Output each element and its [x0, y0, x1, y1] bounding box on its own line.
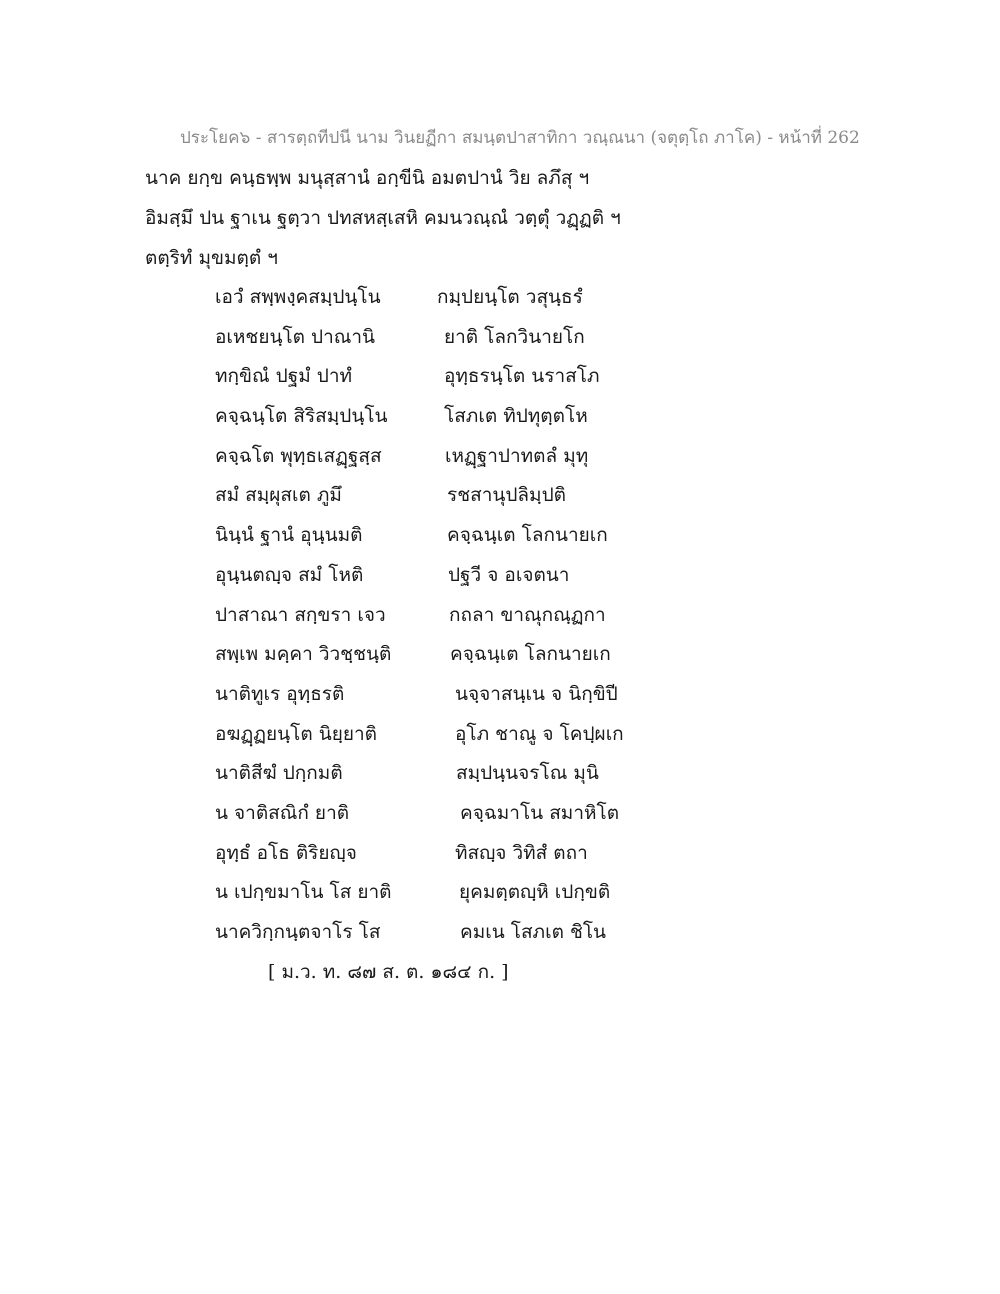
- verse-left-line: อุนฺนตญฺจ สมํ โหติ: [215, 563, 364, 586]
- intro-line: นาค ยกฺข คนฺธพฺพ มนุสฺสานํ อกฺขีนิ อมตปานํ วิย ลภึสุ ฯ: [145, 167, 590, 189]
- verse-row: [215, 480, 735, 520]
- verse-left-line: เอวํ สพฺพงฺคสมฺปนฺโน: [215, 286, 381, 308]
- verse-row: [215, 322, 735, 362]
- verse-row: [215, 877, 735, 917]
- verse-row: [215, 441, 735, 481]
- verse-left-line: นาติทูเร อุทฺธรติ: [215, 682, 345, 705]
- verse-right-line: คมเน โสภเต ชิโน: [460, 921, 607, 943]
- page-header: ประโยค๖ - สารตฺถทีปนี นาม วินยฏีกา สมนฺตปาสาทิกา วณฺณนา (จตุตฺโถ ภาโค) - หน้าที่ 262: [180, 128, 860, 148]
- verse-left-line: น จาติสณิกํ ยาติ: [215, 801, 350, 824]
- verse-left-line: นาติสีฆํ ปกฺกมติ: [215, 762, 343, 785]
- verse-left-line: อเหชยนฺโต ปาณานิ: [215, 325, 376, 348]
- verse-row: [215, 719, 735, 759]
- verse-right-line: รชสานุปลิมฺปติ: [447, 484, 566, 507]
- verse-left-line: น เปกฺขมาโน โส ยาติ: [215, 881, 392, 904]
- verse-right-line: ทิสญฺจ วิทิสํ ตถา: [455, 841, 588, 864]
- verse-left-line: ปาสาณา สกฺขรา เจว: [215, 603, 386, 626]
- verse-left-line: สพฺเพ มคฺคา วิวชฺชนฺติ: [215, 643, 392, 666]
- verse-right-line: อุโภ ชาณู จ โคปฺผเก: [455, 722, 624, 745]
- verse-right-line: ยุคมตฺตญฺหิ เปกฺขติ: [459, 881, 611, 904]
- verse-left-line: สมํ สมฺผุสเต ภูมึ: [215, 484, 342, 507]
- verse-left-line: คจฺฉนฺโต สิริสมฺปนฺโน: [215, 405, 388, 428]
- verse-row: [215, 401, 735, 441]
- verse-row: [215, 520, 735, 560]
- verse-row: [215, 282, 735, 322]
- verse-right-line: ยาติ โลกวินายโก: [444, 325, 585, 348]
- verse-right-line: สมฺปนฺนจรโณ มุนิ: [456, 762, 599, 785]
- verse-left-line: นินฺนํ ฐานํ อุนฺนมติ: [215, 524, 363, 547]
- verse-right-line: เหฏฺฐาปาทตลํ มุทุ: [445, 444, 589, 467]
- verse-right-line: คจฺฉนฺเต โลกนายเก: [450, 643, 611, 666]
- citation-reference: [ ม.ว. ท. ๘๗ ส. ต. ๑๘๔ ก. ]: [268, 961, 509, 983]
- verse-right-line: กมฺปยนฺโต วสุนฺธรํ: [437, 286, 583, 308]
- verse-row: [215, 361, 735, 401]
- verse-right-line: คจฺฉนฺเต โลกนายเก: [447, 524, 608, 547]
- verse-row: [215, 679, 735, 719]
- verse-row: [215, 600, 735, 640]
- verse-left-line: อฆฏฺฏยนฺโต นิยฺยาติ: [215, 722, 377, 745]
- verse-left-line: คจฺฉโต พุทฺธเสฏฺฐสฺส: [215, 444, 382, 467]
- verse-right-line: นจฺจาสนฺเน จ นิกฺขิปี: [455, 682, 618, 705]
- verse-left-line: ทกฺขิณํ ปฐมํ ปาทํ: [215, 365, 353, 388]
- verse-row: [215, 798, 735, 838]
- intro-line: ตตฺริทํ มุขมตฺตํ ฯ: [145, 247, 278, 269]
- verse-row: [215, 758, 735, 798]
- verse-right-line: คจฺฉมาโน สมาหิโต: [460, 801, 620, 824]
- verse-row: [215, 639, 735, 679]
- verse-right-line: กถลา ขาณุกณฺฏกา: [449, 603, 606, 626]
- verse-left-line: อุทฺธํ อโธ ติริยญฺจ: [215, 841, 357, 864]
- intro-line: อิมสฺมึ ปน ฐาเน ฐตฺวา ปทสหสฺเสหิ คมนวณฺณํ วตฺตุํ วฏฺฏติ ฯ: [145, 207, 621, 229]
- verse-block: [215, 282, 735, 957]
- verse-row: [215, 838, 735, 878]
- verse-right-line: อุทฺธรนฺโต นราสโภ: [444, 365, 600, 388]
- verse-right-line: ปฐวี จ อเจตนา: [448, 563, 570, 586]
- verse-left-line: นาควิกฺกนฺตจาโร โส: [215, 921, 381, 943]
- verse-row: [215, 917, 735, 957]
- verse-row: [215, 560, 735, 600]
- verse-right-line: โสภเต ทิปทุตฺตโห: [444, 405, 588, 428]
